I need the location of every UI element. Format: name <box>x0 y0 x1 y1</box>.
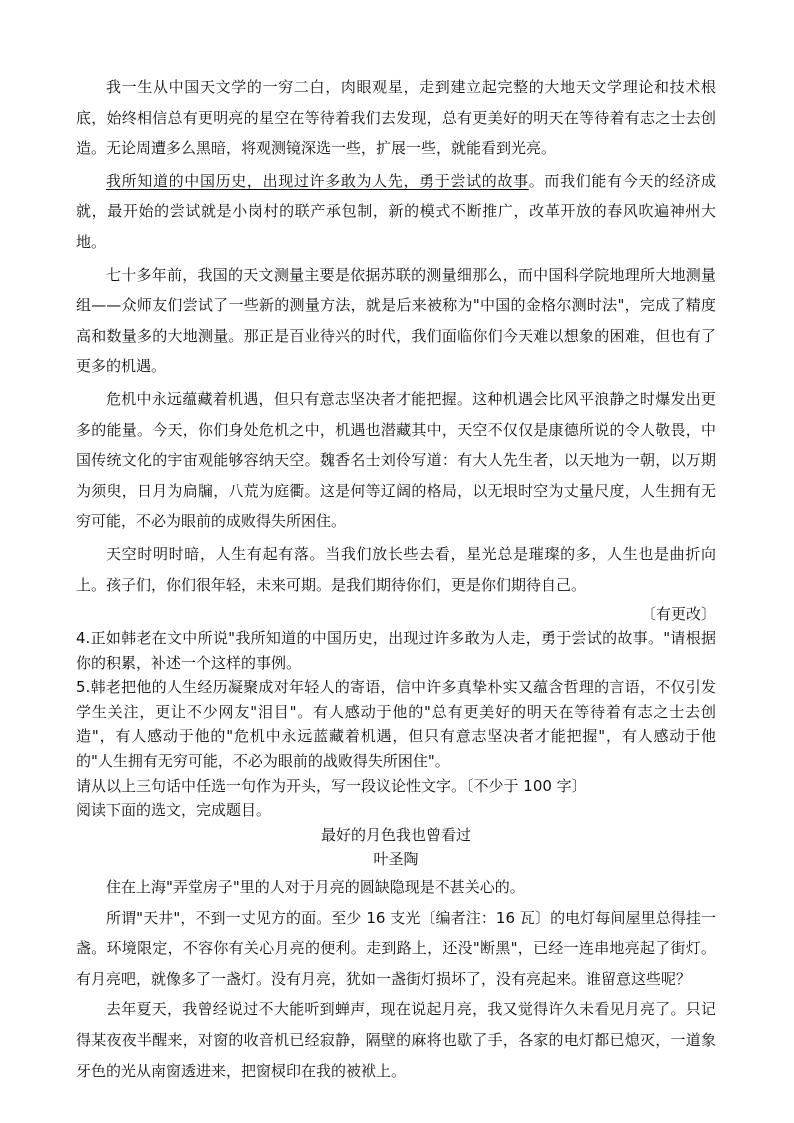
passage1-paragraph-3: 七十多年前，我国的天文测量主要是依据苏联的测量细那么，而中国科学院地理所大地测量组——众师友们尝试了一些新的测量方法，就是后来被称为"中国的金格尔测时法"，完成了精度高和数量多的大地测量。那正是百业待兴的时代，我们面临你们今天难以想象的困难，但也有了更多的机遇。 <box>76 265 716 376</box>
passage2-author: 叶圣陶 <box>373 850 419 869</box>
passage2-paragraph-2: 所谓"天井"，不到一丈见方的面。至少 16 支光〔编者注：16 瓦〕的电灯每间屋里总得挂一盏。环境限定，不容你有关心月亮的便利。走到路上，还没"断黑"，已经一连串地亮起了街灯。有月亮吧，就像多了一盏灯。没有月亮，犹如一盏街灯损坏了，没有亮起来。谁留意这些呢？ <box>76 908 716 988</box>
passage1-paragraph-2 <box>76 166 716 258</box>
question-5-instruction: 请从以上三句话中任选一句作为开头，写一段议论性文字。〔不少于 100 字〕 <box>76 776 587 795</box>
passage2-title: 最好的月色我也曾看过 <box>320 825 471 844</box>
reading-prompt: 阅读下面的选文，完成题目。 <box>76 801 272 820</box>
paragraph-2-rest: 。而我们能有今天的经济成就，最开始的尝试就是小岗村的联产承包制，新的模式不断推广，改革开放的春风吹遍神州大地。 <box>76 171 716 251</box>
passage1-paragraph-4: 危机中永远蕴藏着机遇，但只有意志坚决者才能把握。这种机遇会比风平浪静之时爆发出更多的能量。今天，你们身处危机之中，机遇也潜藏其中，天空不仅仅是康德所说的令人敬畏，中国传统文化的宇宙观能够容纳天空。魏香名士刘伶写道：有大人先生者，以天地为一朝，以万期为须臾，日月为扃牖，八荒为庭衢。这是何等辽阔的格局，以无垠时空为丈量尺度，人生拥有无穷可能，不必为眼前的成败得失所困住。 <box>76 389 716 531</box>
underlined-sentence: 我所知道的中国历史，出现过许多敢为人先，勇于尝试的故事 <box>106 171 529 190</box>
passage2-paragraph-1: 住在上海"弄堂房子"里的人对于月亮的圆缺隐现是不甚关心的。 <box>106 878 525 897</box>
question-5: 5.韩老把他的人生经历凝聚成对年轻人的寄语，信中许多真挚朴实又蕴含哲理的言语，不仅引发学生关注，更让不少网友"泪目"。有人感动于他的"总有更美好的明天在等待着有志之士去创造"，有人感动于他的"危机中永远蓝藏着机遇，但只有意志坚决者才能把握"，有人感动于他的"人生拥有无穷可能，不必为眼前的战败得失所困住"。 <box>76 678 716 771</box>
passage1-paragraph-1: 我一生从中国天文学的一穷二白，肉眼观星，走到建立起完整的大地天文学理论和技术根底，始终相信总有更明亮的星空在等待着我们去发现，总有更美好的明天在等待着有志之士去创造。无论周遭多么黑暗，将观测镜深选一些，扩展一些，就能看到光亮。 <box>76 78 716 158</box>
passage1-paragraph-5: 天空时明时暗，人生有起有落。当我们放长些去看，星光总是璀璨的多，人生也是曲折向上。孩子们，你们很年轻，未来可期。是我们期待你们，更是你们期待自己。 <box>76 544 716 594</box>
passage2-paragraph-3: 去年夏天，我曾经说过不大能听到蝉声，现在说起月亮，我又觉得许久未看见月亮了。只记得某夜夜半醒来，对窗的收音机已经寂静，隔壁的麻将也歇了手，各家的电灯都已熄灭，一道象牙色的光从南窗透进来，把窗棂印在我的被袱上。 <box>76 1000 716 1080</box>
source-note: 〔有更改〕 <box>640 605 716 624</box>
question-4: 4.正如韩老在文中所说"我所知道的中国历史，出现过许多敢为人走，勇于尝试的故事。"请根据你的积累，补述一个这样的事例。 <box>76 629 716 672</box>
